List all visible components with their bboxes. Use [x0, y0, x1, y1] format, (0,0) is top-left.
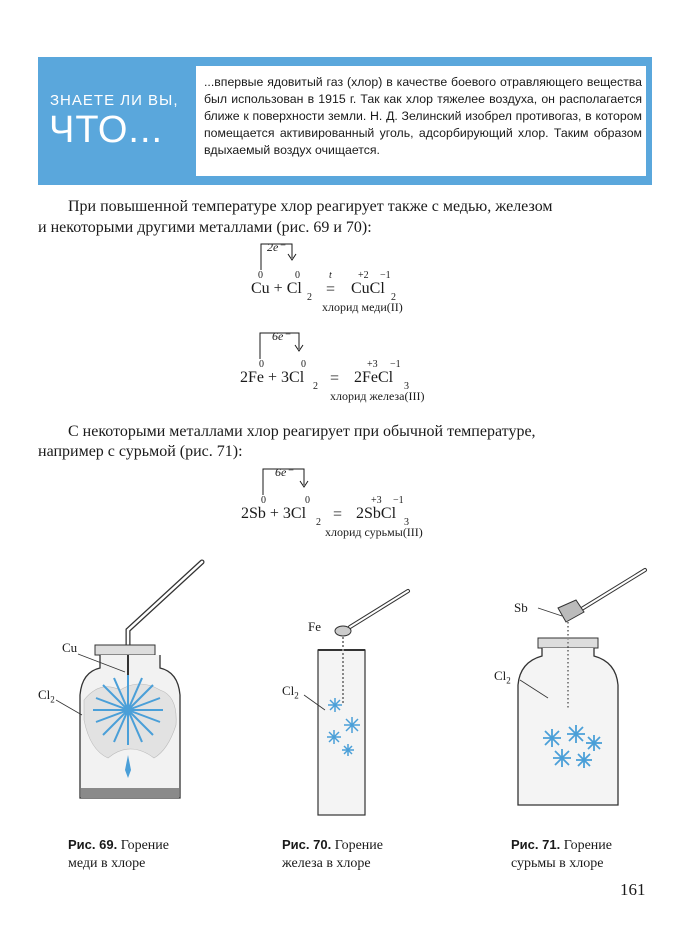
label-sb: Sb — [514, 600, 528, 615]
product-name: хлорид меди(II) — [322, 300, 403, 314]
label-cl2: $Cl_2$ — [282, 683, 299, 701]
paragraph-2-line-2: например с сурьмой (рис. 71): — [38, 443, 243, 460]
equation-iron — [230, 329, 470, 409]
figure-70 — [270, 585, 420, 820]
did-you-know-text-panel — [196, 66, 646, 176]
caption-number: Рис. 69. — [68, 837, 118, 852]
equation-copper — [240, 240, 460, 320]
iron-cylinder-illustration — [270, 585, 420, 820]
caption-text: железа в хлоре — [282, 856, 371, 871]
oxidation-state: 0 — [259, 359, 264, 370]
oxidation-state: 0 — [258, 270, 263, 281]
caption-text: Горение — [563, 838, 612, 853]
product: CuCl — [351, 280, 385, 297]
caption-fig-69 — [68, 836, 169, 873]
oxidation-state: 0 — [305, 495, 310, 506]
did-you-know-label: ЗНАЕТЕ ЛИ ВЫ, — [50, 92, 179, 109]
equation-antimony — [230, 465, 470, 545]
product: 2FeCl — [354, 369, 394, 386]
equals-sign: = — [330, 370, 340, 387]
oxidation-state: −1 — [393, 495, 404, 506]
oxidation-state: +3 — [371, 495, 382, 506]
subscript: 2 — [316, 517, 321, 528]
reactants: Cu + Cl — [251, 280, 302, 297]
page-number: 161 — [620, 880, 646, 899]
caption-text: Горение — [120, 838, 169, 853]
paragraph-1-line-2: и некоторыми другими металлами (рис. 69 и 70): — [38, 219, 372, 236]
equals-sign: = — [333, 506, 343, 523]
paragraph-1-line-1: При повышенной температуре хлор реагирует также с медью, железом — [68, 198, 553, 215]
caption-text: Горение — [334, 838, 383, 853]
antimony-jar-illustration — [480, 560, 660, 820]
subscript: 2 — [391, 292, 396, 303]
electron-count: 2e⁻ — [267, 240, 285, 254]
caption-text: сурьмы в хлоре — [511, 856, 604, 871]
figure-69 — [30, 550, 220, 815]
reactants: 2Sb + 3Cl — [241, 505, 307, 522]
condition-label: t — [329, 270, 332, 281]
equals-sign: = — [326, 281, 336, 298]
subscript: 3 — [404, 381, 409, 392]
label-cu: Cu — [62, 640, 78, 655]
caption-fig-71 — [511, 836, 612, 873]
paragraph-2-line-1: С некоторыми металлами хлор реагирует при обычной температуре, — [68, 423, 536, 440]
subscript: 2 — [307, 292, 312, 303]
did-you-know-box — [38, 57, 652, 185]
label-cl2: $Cl_2$ — [38, 687, 55, 705]
copper-jar-illustration — [30, 550, 220, 815]
product-name: хлорид сурьмы(III) — [325, 525, 423, 539]
product-name: хлорид железа(III) — [330, 389, 425, 403]
did-you-know-title: ЧТО... — [49, 109, 164, 151]
subscript: 3 — [404, 517, 409, 528]
figure-71 — [480, 560, 660, 820]
electron-count: 6e⁻ — [275, 465, 293, 479]
label-cl2: $Cl_2$ — [494, 668, 511, 686]
subscript: 2 — [313, 381, 318, 392]
caption-number: Рис. 71. — [511, 837, 561, 852]
caption-number: Рис. 70. — [282, 837, 332, 852]
caption-fig-70 — [282, 836, 383, 873]
oxidation-state: 0 — [261, 495, 266, 506]
oxidation-state: +3 — [367, 359, 378, 370]
caption-text: меди в хлоре — [68, 856, 146, 871]
oxidation-state: +2 — [358, 270, 369, 281]
electron-count: 6e⁻ — [272, 329, 290, 343]
product: 2SbCl — [356, 505, 397, 522]
reactants: 2Fe + 3Cl — [240, 369, 305, 386]
label-fe: Fe — [308, 619, 321, 634]
did-you-know-text: ...впервые ядовитый газ (хлор) в качестве боевого отравляющего вещества был использован в 1915 г. Так как хлор тяжелее воздуха, он располагается ближе к поверхности земли. Н. Д. Зелинский изобрел противогаз, в котором помещается активированный уголь, адсорбирующий хлор. Таким образом вдыхаемый воздух очищается. — [204, 75, 642, 157]
oxidation-state: −1 — [390, 359, 401, 370]
oxidation-state: 0 — [295, 270, 300, 281]
oxidation-state: −1 — [380, 270, 391, 281]
oxidation-state: 0 — [301, 359, 306, 370]
